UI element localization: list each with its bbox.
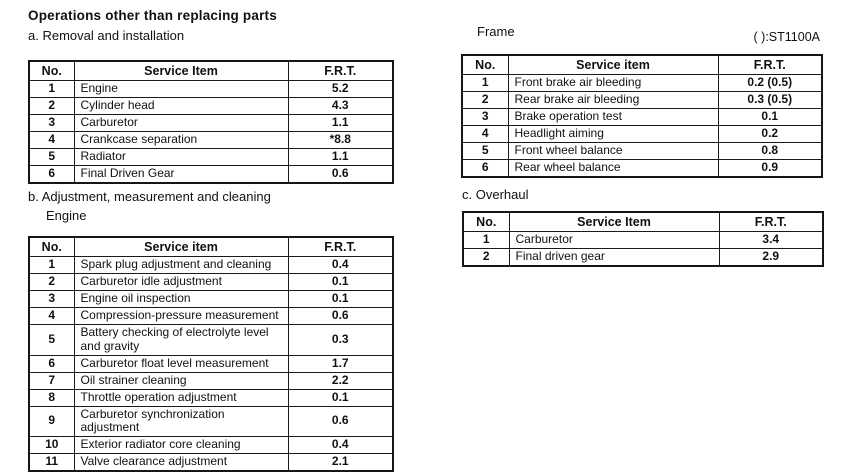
service-item-cell: Spark plug adjustment and cleaning [74,257,288,274]
table-row [29,454,393,472]
service-item-cell: Throttle operation adjustment [74,389,288,406]
frt-cell: 4.3 [288,98,393,115]
number-cell: 3 [462,109,508,126]
table-header-row [463,212,823,232]
table-header-cell: Service item [508,55,718,75]
service-item-cell: Oil strainer cleaning [74,372,288,389]
frt-cell: 0.1 [288,389,393,406]
number-cell: 3 [29,291,74,308]
service-item-cell: Brake operation test [508,109,718,126]
variant-note: ( ):ST1100A [753,30,820,44]
service-item-cell: Crankcase separation [74,132,288,149]
service-item-cell: Battery checking of electrolyte level and gravity [74,325,288,356]
service-item-cell: Compression-pressure measurement [74,308,288,325]
service-item-cell: Final driven gear [509,249,719,267]
frt-cell: 0.1 [288,274,393,291]
frt-cell: 0.9 [718,160,822,178]
service-item-cell: Engine [74,81,288,98]
frt-cell: 0.4 [288,437,393,454]
number-cell: 3 [29,115,74,132]
table-row [29,166,393,184]
number-cell: 4 [29,132,74,149]
service-item-cell: Front brake air bleeding [508,75,718,92]
table-header-cell: No. [463,212,509,232]
adjustment-measurement-cleaning-table [28,236,394,472]
frt-cell: 1.1 [288,115,393,132]
section-heading-removal-installation: a. Removal and installation [28,28,185,43]
frt-cell: 0.1 [718,109,822,126]
table-row [462,143,822,160]
service-item-cell: Carburetor float level measurement [74,355,288,372]
section-heading-overhaul: c. Overhaul [462,187,529,202]
table-header-cell: Service Item [509,212,719,232]
frt-cell: 1.7 [288,355,393,372]
table-row [29,406,393,437]
table-row [462,92,822,109]
table-row [462,126,822,143]
table-row [29,81,393,98]
removal-installation-table [28,60,394,184]
service-item-cell: Final Driven Gear [74,166,288,184]
overhaul-table [462,211,824,267]
service-item-cell: Carburetor idle adjustment [74,274,288,291]
frt-cell: 0.6 [288,308,393,325]
frt-cell: 5.2 [288,81,393,98]
number-cell: 9 [29,406,74,437]
table-header-cell: No. [462,55,508,75]
table-header-cell: F.R.T. [288,237,393,257]
table-header-row [29,61,393,81]
table-row [462,160,822,178]
service-item-cell: Rear wheel balance [508,160,718,178]
table-row [463,249,823,267]
table-row [29,115,393,132]
frame-heading: Frame [477,24,515,39]
service-item-cell: Carburetor [74,115,288,132]
number-cell: 5 [29,325,74,356]
service-item-cell: Carburetor synchronization adjustment [74,406,288,437]
table-row [462,75,822,92]
frame-table [461,54,823,178]
service-item-cell: Front wheel balance [508,143,718,160]
table-row [29,325,393,356]
frt-cell: 0.8 [718,143,822,160]
table-row [29,355,393,372]
table-row [29,149,393,166]
table-header-cell: Service item [74,237,288,257]
table-row [29,372,393,389]
table-header-cell: F.R.T. [288,61,393,81]
service-item-cell: Cylinder head [74,98,288,115]
service-item-cell: Rear brake air bleeding [508,92,718,109]
number-cell: 2 [463,249,509,267]
service-item-cell: Carburetor [509,232,719,249]
number-cell: 6 [462,160,508,178]
number-cell: 1 [29,257,74,274]
frt-cell: 3.4 [719,232,823,249]
number-cell: 1 [463,232,509,249]
number-cell: 10 [29,437,74,454]
number-cell: 6 [29,166,74,184]
table-row [463,232,823,249]
section-heading-adjustment-measurement-cleaning: b. Adjustment, measurement and cleaning [28,189,271,204]
table-header-cell: No. [29,61,74,81]
number-cell: 1 [29,81,74,98]
service-item-cell: Valve clearance adjustment [74,454,288,472]
number-cell: 11 [29,454,74,472]
number-cell: 8 [29,389,74,406]
frt-cell: 0.6 [288,166,393,184]
frt-cell: 0.2 (0.5) [718,75,822,92]
number-cell: 6 [29,355,74,372]
number-cell: 2 [29,274,74,291]
table-header-cell: F.R.T. [719,212,823,232]
subheading-engine: Engine [46,208,87,223]
table-row [29,98,393,115]
service-item-cell: Headlight aiming [508,126,718,143]
table-row [29,257,393,274]
table-header-cell: F.R.T. [718,55,822,75]
table-row [29,291,393,308]
table-header-cell: No. [29,237,74,257]
frt-cell: *8.8 [288,132,393,149]
page-title: Operations other than replacing parts [28,8,277,23]
number-cell: 5 [462,143,508,160]
service-item-cell: Exterior radiator core cleaning [74,437,288,454]
table-row [29,132,393,149]
frt-cell: 0.1 [288,291,393,308]
frt-cell: 1.1 [288,149,393,166]
number-cell: 4 [29,308,74,325]
table-row [29,437,393,454]
service-item-cell: Engine oil inspection [74,291,288,308]
table-row [29,308,393,325]
frt-cell: 2.1 [288,454,393,472]
frt-cell: 0.6 [288,406,393,437]
table-row [462,109,822,126]
table-header-cell: Service Item [74,61,288,81]
frt-cell: 0.4 [288,257,393,274]
number-cell: 2 [462,92,508,109]
table-row [29,274,393,291]
frt-cell: 0.2 [718,126,822,143]
number-cell: 1 [462,75,508,92]
frt-cell: 0.3 [288,325,393,356]
number-cell: 5 [29,149,74,166]
number-cell: 4 [462,126,508,143]
frt-cell: 2.9 [719,249,823,267]
number-cell: 7 [29,372,74,389]
table-header-row [29,237,393,257]
service-item-cell: Radiator [74,149,288,166]
frt-cell: 0.3 (0.5) [718,92,822,109]
frt-cell: 2.2 [288,372,393,389]
table-row [29,389,393,406]
table-header-row [462,55,822,75]
number-cell: 2 [29,98,74,115]
